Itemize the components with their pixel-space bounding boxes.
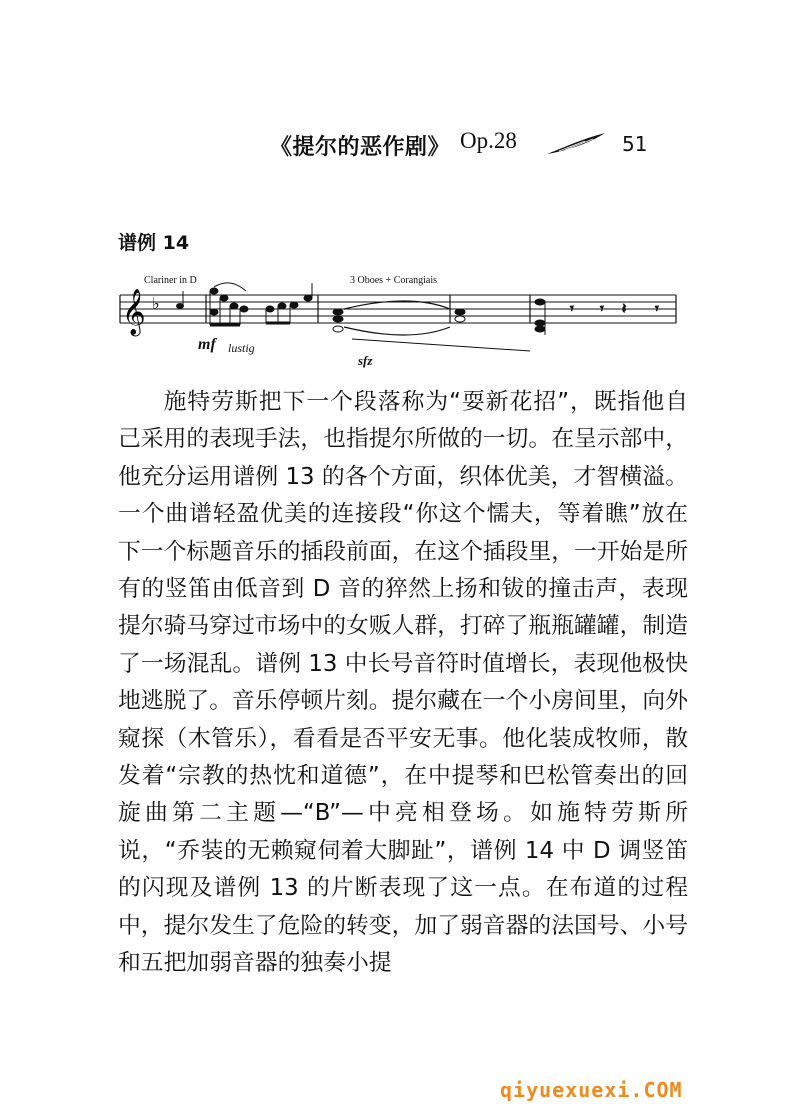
flat-icon: ♭	[152, 294, 160, 313]
dynamic-mf: mf	[198, 336, 216, 353]
oboes-label: 3 Oboes + Corangiais	[350, 275, 438, 286]
page-header	[250, 128, 670, 162]
book-title: 《提尔的恶作剧》	[270, 135, 451, 160]
clarinet-label: Clariner in D	[144, 275, 197, 286]
feather-icon	[545, 132, 607, 160]
svg-text:𝄽: 𝄽	[622, 301, 627, 317]
page-number: 51	[622, 132, 648, 156]
svg-text:𝄾: 𝄾	[655, 301, 659, 317]
music-score	[110, 265, 690, 375]
example-label: 谱例 14	[118, 232, 190, 254]
site-watermark: qiyuexuexi.COM	[500, 1078, 683, 1102]
body-paragraph: 施特劳斯把下一个段落称为“耍新花招”，既指他自己采用的表现手法，也指提尔所做的一切。在呈示部中，他充分运用谱例 13 的各个方面，织体优美，才智横溢。一个曲谱轻盈优美的连接段“你这个懦夫，等着瞧”放在下一个标题音乐的插段前面，在这个插段里，一开始是所有的竖笛由低音到 D 音的猝然上扬和钹的撞击声，表现提尔骑马穿过市场中的女贩人群，打碎了瓶瓶罐罐，制造了一场混乱。谱例 13 中长号音符时值增长，表现他极快地逃脱了。音乐停顿片刻。提尔藏在一个小房间里，向外窥探（木管乐），看看是否平安无事。他化装成牧师，散发着“宗教的热忱和道德”，在中提琴和巴松管奏出的回旋曲第二主题—“B”—中亮相登场。如施特劳斯所说，“乔装的无赖窥伺着大脚趾”，谱例 14 中 D 调竖笛的闪现及谱例 13 的片断表现了这一点。在布道的过程中，提尔发生了危险的转变，加了弱音器的法国号、小号和五把加弱音器的独奏小提	[118, 389, 688, 977]
dynamic-sfz: sfz	[358, 353, 373, 368]
treble-clef-icon: 𝄞	[122, 289, 146, 335]
svg-text:𝄾: 𝄾	[600, 301, 604, 317]
opus-number: Op.28	[460, 128, 517, 153]
body-text	[118, 384, 688, 983]
staff-lines	[120, 295, 676, 323]
tempo-word: lustig	[228, 341, 255, 355]
svg-text:𝄾: 𝄾	[570, 301, 574, 317]
